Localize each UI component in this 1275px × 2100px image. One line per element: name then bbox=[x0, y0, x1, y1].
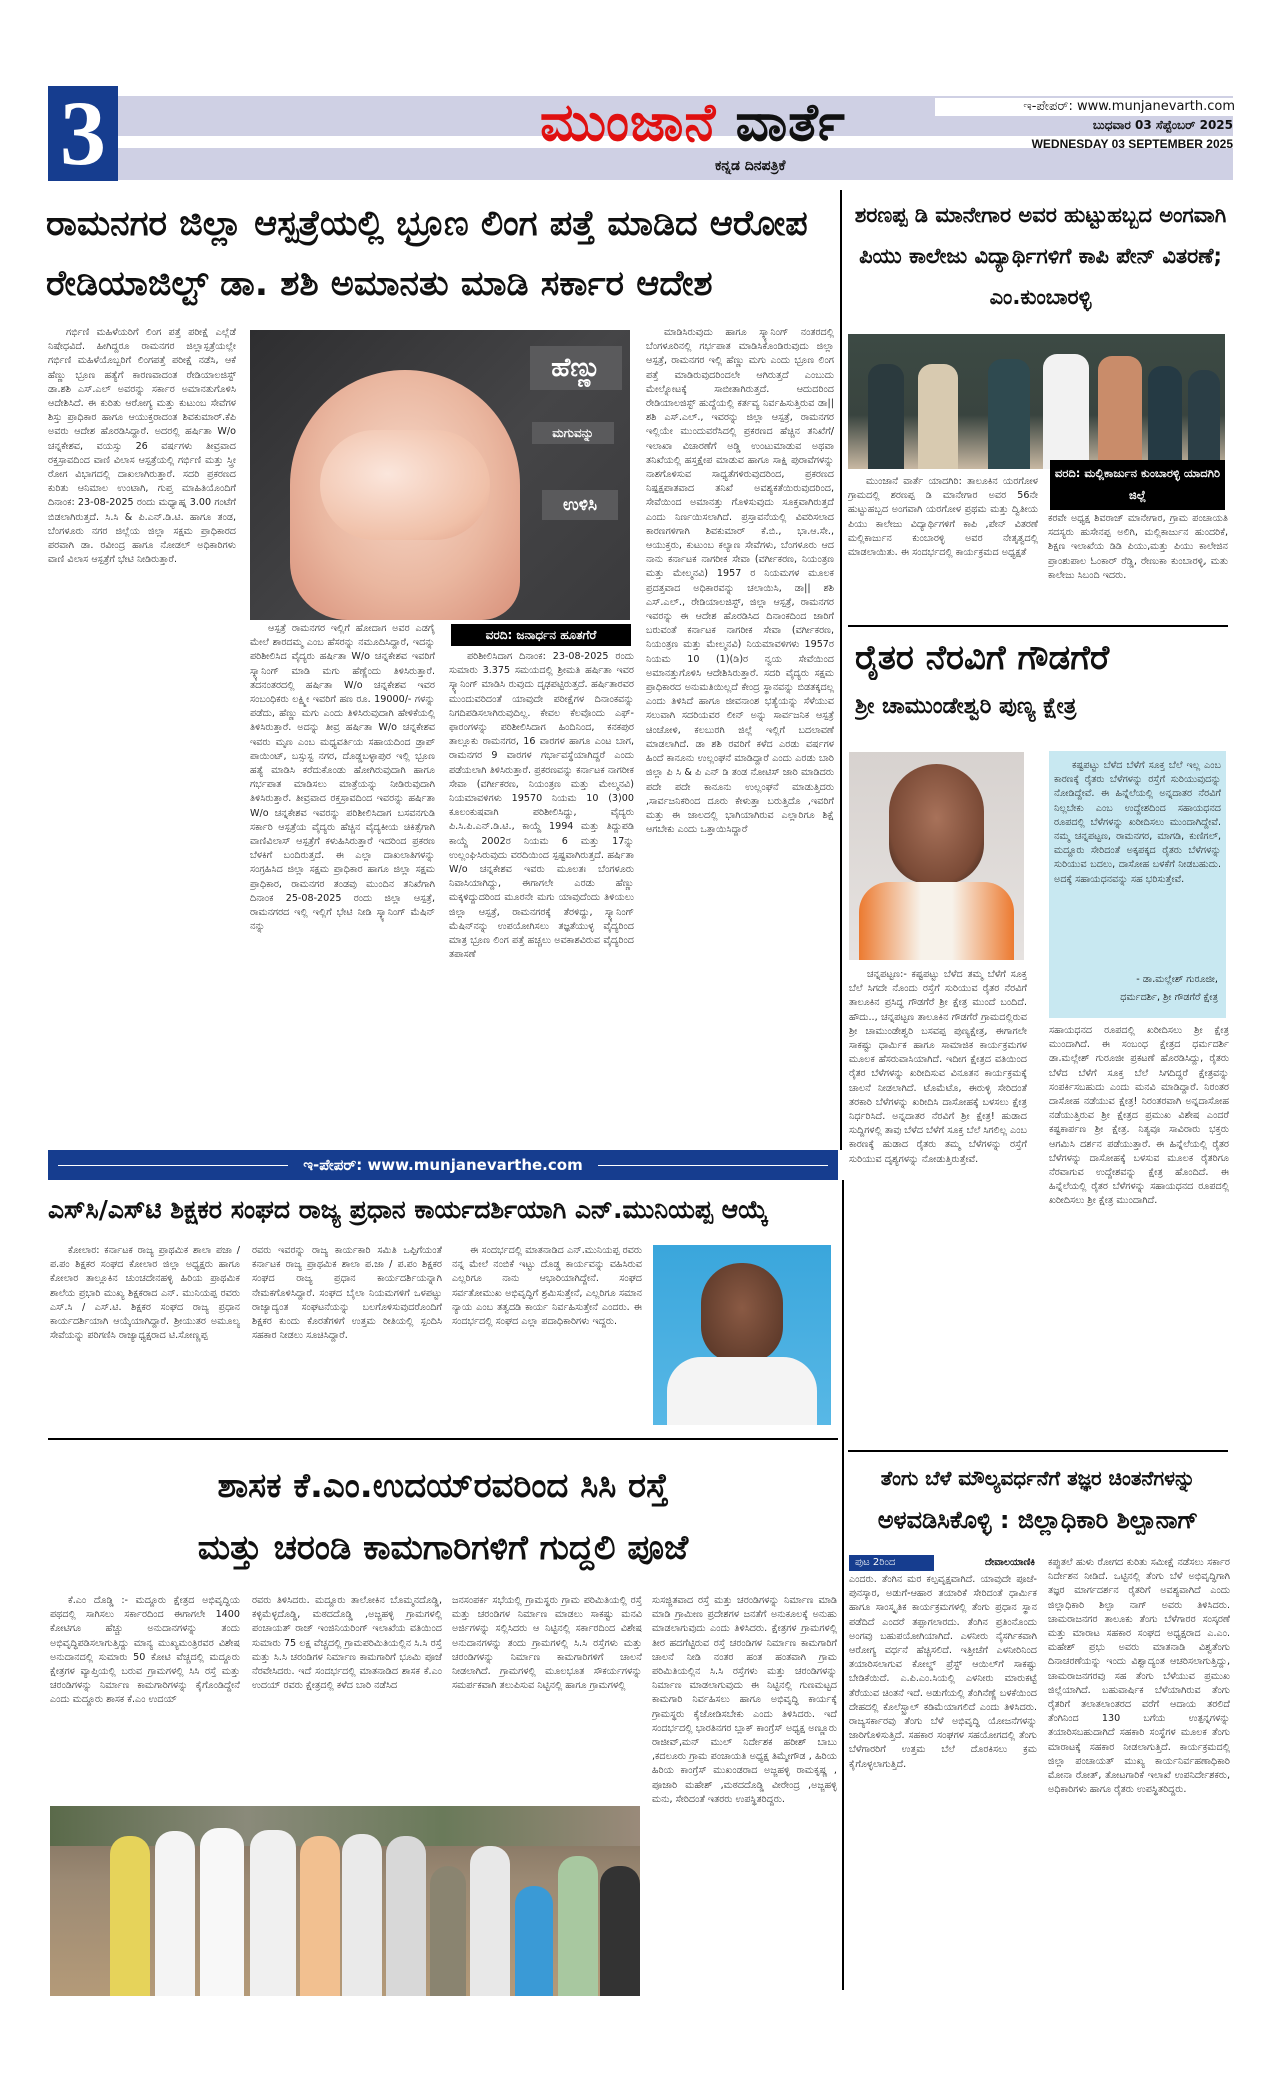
person-figure bbox=[470, 1846, 510, 1996]
banner-rule-right bbox=[598, 1165, 828, 1166]
story3-portrait bbox=[653, 1245, 831, 1425]
person-figure bbox=[868, 364, 904, 469]
page-number: 3 bbox=[48, 86, 118, 181]
banner-text[interactable]: ಇ-ಪೇಪರ್: www.munjanevarthe.com bbox=[303, 1156, 583, 1174]
person-figure bbox=[155, 1831, 195, 1996]
person-figure bbox=[200, 1828, 244, 1996]
person-figure bbox=[515, 1886, 553, 1996]
right-story2-headline2: ಶ್ರೀ ಚಾಮುಂಡೇಶ್ವರಿ ಪುಣ್ಯ ಕ್ಷೇತ್ರ bbox=[855, 694, 1077, 719]
newspaper-logo bbox=[540, 92, 846, 154]
story3-headline: ಎಸ್‌ಸಿ/ಎಸ್‌ಟಿ ಶಿಕ್ಷಕರ ಸಂಘದ ರಾಜ್ಯ ಪ್ರಧಾನ ಕಾರ್ಯದರ್ಶಿಯಾಗಿ ಎನ್.ಮುನಿಯಪ್ಪ ಆಯ್ಕೆ bbox=[48, 1195, 769, 1224]
person-figure bbox=[558, 1856, 598, 1996]
story4-col1: ಕೆ.ಎಂ ದೊಡ್ಡಿ :- ಮದ್ದೂರು ಕ್ಷೇತ್ರದ ಅಭಿವೃದ್ಧಿಯ ಪಥದಲ್ಲಿ ಸಾಗಿಸಲು ಸರ್ಕಾರದಿಂದ ಈಗಾಗಲೇ 1400 ಕೋಟಿಗೂ ಹೆಚ್ಚು ಅನುದಾನಗಳನ್ನು ತಂದು ಅಭಿವೃದ್ಧಿಪಡಿಸಲಾಗುತ್ತಿದ್ದು ಮಾನ್ಯ ಮುಖ್ಯಮಂತ್ರಿರವರ ವಿಶೇಷ ಅನುದಾನದಲ್ಲಿ ಸುಮಾರು 50 ಕೋಟಿ ವೆಚ್ಚದಲ್ಲಿ ಮದ್ದೂರು ಕ್ಷೇತ್ರಗಳ ವ್ಯಾಪ್ತಿಯಲ್ಲಿ ಬರುವ ಗ್ರಾಮಗಳಲ್ಲಿ ಸಿಸಿ ರಸ್ತೆ ಮತ್ತು ಚರಂಡಿಗಳನ್ನು ನಿರ್ಮಾಣ ಕಾಮಗಾರಿಗಳನ್ನು ಕೈಗೊಂಡಿದ್ದೇನೆ ಎಂದು ಮದ್ದೂರು ಶಾಸಕ ಕೆ.ಎಂ ಉದಯ್ bbox=[50, 1595, 240, 1706]
right-story2-portrait bbox=[849, 752, 1024, 960]
right-story1-col2: ಕರವೇ ಅಧ್ಯಕ್ಷ ಶಿವರಾಜ್ ಮಾನೇಗಾರ, ಗ್ರಾಮ ಪಂಚಾಯತಿ ಸದಸ್ಯರು ಹುಸೇನಪ್ಪ ಅಲಿಗಿ, ಮಲ್ಲಿಕಾರ್ಜುನ ಹುಂದರಿಕೆ, ಶಿಕ್ಷಣ ಇಲಾಖೆಯ ಡಿಡಿ ಪಿಯು,ಮತ್ತು ಪಿಯು ಕಾಲೇಜಿನ ಪ್ರಾಂಶುಪಾಲ ಓಂಕಾರ್ ರೆಡ್ಡಿ, ರೇಣುಕಾ ಕುಂಬಾರಳ್ಳಿ, ಮತು ಕಾಲೇಜು ಸಿಬಂದಿ ಇದರು. bbox=[1048, 513, 1228, 581]
portrait-shirt bbox=[667, 1357, 817, 1425]
right-story1-col1: ಮುಂಜಾನೆ ವಾರ್ತೆ ಯಾದಗಿರಿ: ತಾಲೂಕಿನ ಯರಗೋಳ ಗ್ರಾಮದಲ್ಲಿ ಶರಣಪ್ಪ ಡಿ ಮಾನೇಗಾರ ಅವರ 56ನೇ ಹುಟ್ಟುಹಬ್ಬದ ಅಂಗವಾಗಿ ಯರಗೋಳ ಪ್ರಥಮ ಮತ್ತು ದ್ವಿತೀಯ ಪಿಯು ಕಾಲೇಜು ವಿದ್ಯಾರ್ಥಿಗಳಿಗೆ ಕಾಪಿ ,ಪೇನ್ ವಿತರಣೆ ಮಲ್ಲಿಕಾರ್ಜುನ ಕುಂಬಾರಳ್ಳಿ ಅವರ ನೇತೃತ್ವದಲ್ಲಿ ಮಾಡಲಾಯಿತು. ಈ ಸಂದರ್ಭದಲ್ಲಿ ಕಾರ್ಯಕ್ರಮದ ಅಧ್ಯಕ್ಷತೆ bbox=[848, 476, 1038, 559]
quote-attribution-name: - ಡಾ.ಮಲ್ಲೇಶ್ ಗುರೂಜೀ, bbox=[1136, 974, 1218, 985]
person-figure bbox=[250, 1830, 296, 1996]
right-story1-headline: ಶರಣಪ್ಪ ಡಿ ಮಾನೇಗಾರ ಅವರ ಹುಟ್ಟುಹಬ್ಬದ ಅಂಗವಾಗಿ ಪಿಯು ಕಾಲೇಜು ವಿದ್ಯಾರ್ಥಿಗಳಿಗೆ ಕಾಪಿ ಪೇನ್ ವಿತರಣೆ; ಎಂ.ಕುಂಬಾರಳ್ಳಿ bbox=[854, 203, 1227, 309]
story3-col2: ರವರು ಇವರನ್ನು ರಾಜ್ಯ ಕಾರ್ಯಕಾರಿ ಸಮಿತಿ ಒಪ್ಪಿಗೆಯಂತೆ ಕರ್ನಾಟಕ ರಾಜ್ಯ ಪ್ರಾಥಮಿಕ ಶಾಲಾ ಪ.ಜಾ / ಪ.ಪಂ ಶಿಕ್ಷಕರ ಸಂಘದ ರಾಜ್ಯ ಪ್ರಧಾನ ಕಾರ್ಯದರ್ಶಿಯನ್ನಾಗಿ ನೇಮಕಗೊಳಿಸಿದ್ದಾರೆ. ಸಂಘದ ಬೈಲಾ ನಿಯಮಗಳಿಗೆ ಒಳಪಟ್ಟು ರಾಜ್ಯಾದ್ಯಂತ ಸಂಘಟನೆಯನ್ನು ಬಲಗೊಳಿಸುವುದರೊಂದಿಗೆ ಶಿಕ್ಷಕರ ಕುಂದು ಕೊರತೆಗಳಿಗೆ ಉತ್ತಮ ರೀತಿಯಲ್ಲಿ ಸ್ಪಂದಿಸಿ ಸಹಕಾರ ನೀಡಲು ಸೂಚಿಸಿದ್ದಾರೆ. bbox=[252, 1245, 442, 1342]
right-story2-headline1: ರೈತರ ನೆರವಿಗೆ ಗೌಡಗೆರೆ bbox=[855, 638, 1110, 678]
lead-story-col3: ಪರಿಶೀಲಿಸಿದಾಗ ದಿನಾಂಕ: 23-08-2025 ರಂದು ಸುಮಾರು 3.375 ಸಮಯದಲ್ಲಿ ಶ್ರೀಮತಿ ಹರ್ಷಿತಾ ಇವರ ಸ್ಕ್ಯಾನಿಂಗ್ ಮಾಡಿಸಿ ರುವುದು ದೃಢಪಟ್ಟಿರುತ್ತದೆ. ಹರ್ಷಿತಾರವರ ಮುಂದುವರಿದಂತೆ ಯಾವುದೇ ಪರೀಕ್ಷೆಗಳ ದಿನಾಂಕವನ್ನು ನಿಗದಿಪಡಿಸಲಾಗಿರುವುದಿಲ್ಲ. ಕೇವಲ ಕೆಲವೊಂದು ಎಫ್-ಫಾರಂಗಳನ್ನು ಪರಿಶೀಲಿಸಿದಾಗ ಹಿಂದಿನಿಂದ, ಕನಕಪುರ ತಾಲ್ಲೂಕು ರಾಮನಗರ, 16 ವಾರಗಳ ಹಾಗೂ ಎಂಟ ಬಾಗ, ರಾಮನಗರ 9 ವಾರಗಳ ಗರ್ಭಾವಸ್ಥೆಯಾಗಿದ್ದರೆ ಎಂದು ಪಡೆಯಲಾಗಿ ತಿಳಿಸಿರುತ್ತಾರೆ. ಪ್ರಕರಣವನ್ನು ಕರ್ನಾಟಕ ನಾಗರೀಕ ಸೇವಾ (ವರ್ಗೀಕರಣ, ನಿಯಂತ್ರಣ ಮತ್ತು ಮೇಲ್ಮನವಿ) ನಿಯಮಾವಳಿಗಳು 19570 ನಿಯಮ 10 (3)00 ಕೂಲಂಕುಷವಾಗಿ ಪರಿಶೀಲಿಸಿದ್ದು, ವೈದ್ಯರು ಪಿ.ಸಿ.ಪಿ.ಎನ್.ಡಿ.ಟಿ., ಕಾಯ್ದೆ 1994 ಮತ್ತು ತಿದ್ದುಪಡಿ ಕಾಯ್ದೆ 2002ರ ನಿಯಮ 6 ಮತ್ತು 17ನ್ನು ಉಲ್ಲಂಘಿಸಿರುವುದು ವರದಿಯಿಂದ ಸ್ಪಷ್ಟವಾಗಿರುತ್ತದೆ. ಹರ್ಷಿತಾ W/o ಚನ್ನಕೇಶವ ಇವರು ಮೂಲತಃ ಬೆಂಗಳೂರು ನಿವಾಸಿಯಾಗಿದ್ದು, ಈಗಾಗಲೇ ಎರಡು ಹೆಣ್ಣು ಮಕ್ಕಳಿದ್ದುದರಿಂದ ಮೂರನೇ ಮಗು ಯಾವುದೆಂದು ತಿಳಿಯಲು ಜಿಲ್ಲಾ ಆಸ್ಪತ್ರೆ, ರಾಮನಗರಕ್ಕೆ ತೆರಳಿದ್ದು, ಸ್ಕ್ಯಾನಿಂಗ್ ಮೆಷಿನ್‌ನನ್ನು ಉಪಯೋಗಿಸಲು ತಜ್ಞತೆಯುಳ್ಳ ವೈದ್ಯರಿಂದ ಮಾತ್ರ ಭ್ರೂಣ ಲಿಂಗ ಪತ್ತೆ ಹಚ್ಚಲು ಅವಕಾಶವಿರುವ ವೈದ್ಯರಿಂದ ತಪಾಸಣೆ bbox=[449, 651, 634, 961]
story4-col2: ರವರು ತಿಳಿಸಿದರು. ಮದ್ದೂರು ತಾಲೋಕಿನ ಬೊಮ್ಮನದೊಡ್ಡಿ, ಕಳ್ಳಿಮೆಳ್ಳದೊಡ್ಡಿ, ಮಠದದೊಡ್ಡಿ ,ಅಜ್ಜಹಳ್ಳಿ ಗ್ರಾಮಗಳಲ್ಲಿ ಪಂಚಾಯತ್ ರಾಜ್ ಇಂಜಿನಿಯರಿಂಗ್ ಇಲಾಖೆಯ ವತಿಯಿಂದ ಸುಮಾರು 75 ಲಕ್ಷ ವೆಚ್ಚದಲ್ಲಿ ಗ್ರಾಮಪರಿಮಿತಿಯಲ್ಲಿನ ಸಿ.ಸಿ ರಸ್ತೆ ಮತ್ತು ಸಿ.ಸಿ ಚರಂಡಿಗಳ ನಿರ್ಮಾಣ ಕಾಮಗಾರಿಗೆ ಭೂಮಿ ಪೂಜೆ ನೆರವೇಸಿದರು. ಇದೆ ಸಂದರ್ಭದಲ್ಲಿ ಮಾತನಾಡಿದ ಶಾಸಕ ಕೆ.ಎಂ ಉದಯ್ ರವರು ಕ್ಷೇತ್ರದಲ್ಲಿ ಕಳೆದ ಬಾರಿ ನಡೆಸಿದ bbox=[252, 1595, 442, 1692]
lead-story-col1: ಗರ್ಭಿಣಿ ಮಹಿಳೆಯರಿಗೆ ಲಿಂಗ ಪತ್ತೆ ಪರೀಕ್ಷೆ ಎಲ್ಲೆಡೆ ನಿಷೇಧವಿದೆ. ಹೀಗಿದ್ದರೂ ರಾಮನಗರ ಜಿಲ್ಲಾಸ್ಪತ್ರೆಯಲ್ಲೇ ಗರ್ಭಿಣಿ ಮಹಿಳೆಯೊಬ್ಬರಿಗೆ ಲಿಂಗಪತ್ತೆ ಪರೀಕ್ಷೆ ನಡೆಸಿ, ಆಕೆ ಹೆಣ್ಣು ಭ್ರೂಣ ಹತ್ಯೆಗೆ ಕಾರಣವಾದಂತ ರೇಡಿಯಾಲಜಿಸ್ಟ್ ಡಾ.ಶಶಿ ಎಸ್.ಎಲ್ ಅವರನ್ನು ಸರ್ಕಾರ ಅಮಾನತುಗೊಳಿಸಿ ಆದೇಶಿಸಿದೆ. ಈ ಕುರಿತು ಆರೋಗ್ಯ ಮತ್ತು ಕುಟುಂಬ ಸೇವೆಗಳ ಶಿಸ್ತು ಪ್ರಾಧಿಕಾರ ಹಾಗೂ ಆಯುಕ್ತರಾದಂತ ಶಿವಕುಮಾರ್.ಕೆಪಿ ಅವರು ಆದೇಶ ಹೊರಡಿಸಿದ್ದಾರೆ. ಅದರಲ್ಲಿ ಹರ್ಷಿತಾ W/o ಚನ್ನಕೇಶವ, ವಯಸ್ಸು 26 ವರ್ಷಗಳು ತೀವ್ರವಾದ ರಕ್ತಸ್ರಾವದಿಂದ ವಾಣಿ ವಿಲಾಸ ಆಸ್ಪತ್ರೆಯಲ್ಲಿ ಗರ್ಭಿಣಿ ಮತ್ತು ಸ್ತ್ರೀ ರೋಗ ವಿಭಾಗದಲ್ಲಿ ದಾಖಲಾಗಿರುತ್ತಾರೆ. ಸದರಿ ಪ್ರಕರಣದ ಕುರಿತು ಆನಿಮಾಲ ಉಂಟಾಗಿ, ಗುಪ್ತ ಮಾಹಿತಿಯೊಂದಿಗೆ ದಿನಾಂಕ: 23-08-2025 ರಂದು ಮಧ್ಯಾಹ್ನ 3.00 ಗಂಟೆಗೆ ಬಿಡಲಾಗಿರುತ್ತದೆ. ಸಿ.ಸಿ & ಪಿ.ಎನ್.ಡಿ.ಟಿ. ಹಾಗೂ ತಂಡ, ಬೆಂಗಳೂರು ನಗರ ಜಿಲ್ಲೆಯ ಜಿಲ್ಲಾ ಸಕ್ಷಮ ಪ್ರಾಧಿಕಾರದ ಪರವಾಗಿ ಡಾ. ರವೀಂದ್ರ ಹಾಗೂ ನೋಡಲ್ ಅಧಿಕಾರಿಗಳು ವಾಣಿ ವಿಲಾಸ ಆಸ್ಪತ್ರೆಗೆ ಭೇಟಿ ನೀಡಿರುತ್ತಾರೆ. bbox=[48, 327, 236, 566]
lead-headline-line1: ರಾಮನಗರ ಜಿಲ್ಲಾ ಆಸ್ಪತ್ರೆಯಲ್ಲಿ ಭ್ರೂಣ ಲಿಂಗ ಪತ್ತೆ ಮಾಡಿದ ಆರೋಪ bbox=[46, 204, 808, 244]
epaper-banner bbox=[48, 1150, 838, 1180]
story4-headline2: ಮತ್ತು ಚರಂಡಿ ಕಾಮಗಾರಿಗಳಿಗೆ ಗುದ್ದಲಿ ಪೂಜೆ bbox=[197, 1528, 689, 1568]
lead-story-col4: ಮಾಡಿಸಿರುವುದು ಹಾಗೂ ಸ್ಕ್ಯಾನಿಂಗ್ ನಂತರದಲ್ಲಿ ಬೆಂಗಳೂರಿನಲ್ಲಿ ಗರ್ಭಪಾತ ಮಾಡಿಸಿಕೊಂಡಿರುವುದು ಜಿಲ್ಲಾ ಆಸ್ಪತ್ರೆ, ರಾಮನಗರ ಇಲ್ಲಿ ಹೆಣ್ಣು ಮಗು ಎಂದು ಭ್ರೂಣ ಲಿಂಗ ಪತ್ತೆ ಮಾಡಿರುವುದರಿಂದಲೇ ಆಗಿರುತ್ತದೆ ಎಂಬುದು ಮೇಲ್ನೋಟಕ್ಕೆ ಸಾಬೀತಾಗಿರುತ್ತದೆ. ಆದುದರಿಂದ ರೇಡಿಯಾಲಜಿಸ್ಟ್ ಹುದ್ದೆಯಲ್ಲಿ ಕರ್ತವ್ಯ ನಿರ್ವಹಿಸುತ್ತಿರುವ ಡಾ|| ಶಶಿ ಎಸ್.ಎಲ್., ಇವರನ್ನು ಜಿಲ್ಲಾ ಆಸ್ಪತ್ರೆ, ರಾಮನಗರ ಇಲ್ಲಿಯೇ ಮುಂದುವರೆಸಿದಲ್ಲಿ ಪ್ರಕರಣದ ಹೆಚ್ಚಿನ ತನಿಖೆಗೆ/ಇಲಾಖಾ ವಿಚಾರಣೆಗೆ ಅಡ್ಡಿ ಉಂಟುಮಾಡುವ ಅಥವಾ ತನಿಖೆಯಲ್ಲಿ ಹಸ್ತಕ್ಷೇಪ ಮಾಡುವ ಹಾಗೂ ಸಾಕ್ಷಿ ಪುರಾವೆಗಳನ್ನು ನಾಶಗೊಳಿಸುವ ಸಾಧ್ಯತೆಗಳಿರುವುದರಿಂದ, ಪ್ರಕರಣದ ನಿಷ್ಪಕ್ಷಪಾತವಾದ ತನಿಖೆ ಅವಶ್ಯಕತೆಯಿರುವುದರಿಂದ, ಸೇವೆಯಿಂದ ಅಮಾನತ್ತು ಗೊಳಿಸುವುದು ಸೂಕ್ತವಾಗಿರುತ್ತದೆ ಎಂದು ನಿರ್ಣಯಿಸಲಾಗಿದೆ. ಪ್ರಸ್ತಾವನೆಯಲ್ಲಿ ವಿವರಿಸಲಾದ ಕಾರಣಗಳಿಗಾಗಿ ಶಿವಕುಮಾರ್ ಕೆ.ಬಿ., ಭಾ.ಆ.ಸೇ., ಆಯುಕ್ತರು, ಕುಟುಂಬ ಕಲ್ಯಾಣ ಸೇವೆಗಳು, ಬೆಂಗಳೂರು ಆದ ನಾನು ಕರ್ನಾಟಕ ನಾಗರೀಕ ಸೇವಾ (ವರ್ಗೀಕರಣ, ನಿಯಂತ್ರಣ ಮತ್ತು ಮೇಲ್ಮನವಿ) 1957 ರ ನಿಯಮಗಳ ಮೂಲಕ ಪ್ರದತ್ತವಾದ ಅಧಿಕಾರವನ್ನು ಚಲಾಯಿಸಿ, ಡಾ|| ಶಶಿ ಎಸ್.ಎಲ್., ರೇಡಿಯಾಲಜಿಸ್ಟ್, ಜಿಲ್ಲಾ ಆಸ್ಪತ್ರೆ, ರಾಮನಗರ ಇವರನ್ನು ಈ ಆದೇಶ ಹೊರಡಿಸಿದ ದಿನಾಂಕದಿಂದ ಜಾರಿಗೆ ಬರುವಂತೆ ಕರ್ನಾಟಕ ನಾಗರೀಕ ಸೇವಾ (ವರ್ಗೀಕರಣ, ನಿಯಂತ್ರಣ ಮತ್ತು ಮೇಲ್ಮನವಿ) ನಿಯಮಾವಳಿಗಳು 1957ರ ನಿಯಮ 10 (1)(ಡಿ)ರ ನ್ವಯ ಸೇವೆಯಿಂದ ಅಮಾನತ್ತುಗೊಳಿಸಿ ಆದೇಶಿಸಿರುತ್ತಾರೆ. ಸದರಿ ವೈದ್ಯರು ಸಕ್ಷಮ ಪ್ರಾಧಿಕಾರದ ಅನುಮತಿಯಿಲ್ಲದೆ ಕೇಂದ್ರ ಸ್ಥಾನವನ್ನು ಬಿಡತಕ್ಕದಲ್ಲ ಎಂದು ತಿಳಿಸಿದೆ ಹಾಗೂ ಜೀವನಾಂಶ ಭತ್ಯೆಯನ್ನು ಸೆಳೆಯುವ ಸಲುವಾಗಿ ಸದರಿಯವರ ಲೀನ್ ಅನ್ನು ಸಾರ್ವಜನಿಕ ಆಸ್ಪತ್ರೆ ಚಿಂಚೋಳಿ, ಕಲಬುರಗಿ ಜಿಲ್ಲೆ ಇಲ್ಲಿಗೆ ಬದಲಾವಣೆ ಮಾಡಲಾಗಿದೆ. ಡಾ ಶಶಿ ರವರಿಗೆ ಕಳೆದ ಎರಡು ವರ್ಷಗಳ ಹಿಂದೆ ಕಾನೂನು ಉಲ್ಲಂಘನೆ ಮಾಡಿದ್ದಾರೆ ಎಂದು ಎರಡು ಬಾರಿ ಜಿಲ್ಲಾ ಪಿ ಸಿ & ಪಿ ಎನ್ ಡಿ ತಂಡ ನೋಟಿಸ್ ಜಾರಿ ಮಾಡಿದರು ಪದೇ ಪದೇ ಕಾನೂನು ಉಲ್ಲಂಘನೆ ಮಾಡುತ್ತಿದರು ,ಸಾರ್ವಜನಿಕರಿಂದ ದೂರು ಕೇಳುತ್ತಾ ಬರುತ್ತಿದೊ ,ಇವರಿಗೆ ಮತ್ತು ಈ ಜಾಲದಲ್ಲಿ ಭಾಗಿಯಾಗಿರುವ ಎಲ್ಲಾರಿಗೂ ಶಿಕ್ಷೆ ಆಗಬೇಕು ಎಂದು ಒತ್ತಾಯಿಸಿದ್ದಾರೆ bbox=[646, 327, 834, 836]
image-word-1: ಹೆಣ್ಣು bbox=[530, 346, 622, 390]
lead-credit: ವರದಿ: ಜನಾರ್ಧನ ಹೂತಗೆರೆ bbox=[451, 624, 631, 646]
person-figure bbox=[1188, 370, 1220, 469]
story4-photo bbox=[50, 1806, 640, 1996]
section-divider bbox=[48, 1438, 838, 1440]
portrait-face bbox=[701, 1263, 783, 1363]
person-figure bbox=[988, 359, 1030, 469]
person-figure bbox=[110, 1836, 150, 1996]
lead-photo bbox=[250, 330, 630, 620]
tagline: ಕನ್ನಡ ದಿನಪತ್ರಿಕೆ bbox=[715, 158, 786, 174]
portrait-face bbox=[889, 764, 984, 884]
lead-headline-line2: ರೇಡಿಯಾಜಿಲ್ಟ್ ಡಾ. ಶಶಿ ಅಮಾನತು ಮಾಡಿ ಸರ್ಕಾರ ಆದೇಶ bbox=[46, 264, 713, 304]
quote-attribution-title: ಧರ್ಮದರ್ಶಿ, ಶ್ರೀ ಗೌಡಗೆರೆ ಕ್ಷೇತ್ರ bbox=[1120, 992, 1218, 1003]
logo-part1: ಮುಂಜಾನೆ bbox=[540, 93, 717, 153]
column-divider bbox=[840, 190, 842, 1150]
epaper-link[interactable]: ಇ-ಪೇಪರ್: www.munjanevarth.com bbox=[935, 98, 1235, 116]
story4-col3: ಜನಸಂಪರ್ಕ ಸಭೆಯಲ್ಲಿ ಗ್ರಾಮಸ್ಥರು ಗ್ರಾಮ ಪರಿಮಿತಿಯಲ್ಲಿ ರಸ್ತೆ ಮತ್ತು ಚರಂಡಿಗಳ ನಿರ್ಮಾಣ ಮಾಡಲು ಸಾಕಷ್ಟು ಮನವಿ ಅರ್ಜಿಗಳನ್ನು ಸಲ್ಲಿಸಿದರು ಆ ನಿಟ್ಟಿನಲ್ಲಿ ಸರ್ಕಾರದಿಂದ ವಿಶೇಷ ಅನುದಾನಗಳನ್ನು ತಂದು ಗ್ರಾಮಗಳಲ್ಲಿ ಸಿ.ಸಿ ರಸ್ತೆಗಳು ಮತ್ತು ಚರಂಡಿಗಳನ್ನು ನಿರ್ಮಾಣ ಕಾಮಗಾರಿಗಳಿಗೆ ಚಾಲನೆ ನೀಡಲಾಗಿದೆ. ಗ್ರಾಮಗಳಲ್ಲಿ ಮೂಲಭೂತ ಸೌಕರ್ಯಗಳನ್ನು ಸಮರ್ಪಕವಾಗಿ ತಲುಪಿಸುವ ನಿಟ್ಟಿನಲ್ಲಿ ಹಾಗೂ ಗ್ರಾಮಗಳಲ್ಲಿ bbox=[452, 1595, 642, 1692]
quote-text: ಕಷ್ಟಪಟ್ಟು ಬೆಳೆದ ಬೆಳೆಗೆ ಸೂಕ್ತ ಬೆಲೆ ಇಲ್ಲ ಎಂಬ ಕಾರಣಕ್ಕೆ ರೈತರು ಬೆಳೆಗಳನ್ನು ರಸ್ತೆಗೆ ಸುರಿಯುವುದನ್ನು ನೋಡಿದ್ದೇವೆ. ಈ ಹಿನ್ನೆಲೆಯಲ್ಲಿ ಅನ್ನದಾತರ ನೆರವಿಗೆ ನಿಲ್ಲಬೇಕು ಎಂಬ ಉದ್ದೇಶದಿಂದ ಸಹಾಯಧನದ ರೂಪದಲ್ಲಿ ಬೆಳೆಗಳನ್ನು ಖರೀದಿಸಲು ಮುಂದಾಗಿದ್ದೇವೆ. ನಮ್ಮ ಚನ್ನಪಟ್ಟಣ, ರಾಮನಗರ, ಮಾಗಡಿ, ಕುಣಿಗಲ್, ಮದ್ದೂರು ಸೇರಿದಂತೆ ಅಕ್ಕಪಕ್ಕದ ರೈತರು ಬೆಳೆಗಳನ್ನು ಸುರಿಯುವ ಬದಲು, ದಾಸೋಹ ಬಳಕೆಗೆ ನೀಡಬಹುದು. ಅದಕ್ಕೆ ಸಹಾಯಧನವನ್ನು ಸಹ ಭರಿಸುತ್ತೇವೆ. bbox=[1054, 760, 1221, 885]
column-divider bbox=[842, 1180, 844, 1990]
person-figure bbox=[1148, 366, 1182, 469]
logo-part2: ವಾರ್ತೆ bbox=[735, 93, 846, 153]
section-divider bbox=[848, 1450, 1228, 1452]
person-figure bbox=[918, 364, 958, 469]
image-word-2: ಮಗುವನ್ನು bbox=[532, 422, 614, 444]
person-figure bbox=[1043, 354, 1089, 469]
story4-col4: ಸುಸಜ್ಜಿತವಾದ ರಸ್ತೆ ಮತ್ತು ಚರಂಡಿಗಳನ್ನು ನಿರ್ಮಾಣ ಮಾಡಿ ಮಾಡಿ ಗ್ರಾಮೀಣ ಪ್ರದೇಶಗಳ ಜನತೆಗೆ ಅನುಕೂಲಕ್ಕೆ ಅನುಹು ಮಾಡಲಾಗುವುದು ಎಂದು ತಿಳಿಸಿದರು. ಕ್ಷೇತ್ರಗಳ ಗ್ರಾಮಗಳಲ್ಲಿ ತೀರ ಹದಗೆಟ್ಟಿರುವ ರಸ್ತೆ ಚರಂಡಿಗಳ ನಿರ್ಮಾಣ ಕಾಮಗಾರಿಗೆ ಚಾಲನೆ ನೀಡಿ ನಂತರ ಹಂತ ಹಂತವಾಗಿ ಗ್ರಾಮ ಪರಿಮಿತಿಯಲ್ಲಿನ ಸಿ.ಸಿ ರಸ್ತೆಗಳು ಮತ್ತು ಚರಂಡಿಗಳನ್ನು ನಿರ್ಮಾಣ ಮಾಡಲಾಗುವುದು ಈ ನಿಟ್ಟಿನಲ್ಲಿ ಗುಣಮಟ್ಟದ ಕಾಮಗಾರಿ ನಿರ್ವಹಿಸಲು ಹಾಗೂ ಅಭಿವೃದ್ಧಿ ಕಾರ್ಯಕ್ಕೆ ಗ್ರಾಮಸ್ಥರು ಕೈಜೋಡಿಸಬೇಕು ಎಂದು ತಿಳಿಸಿದರು. ಇದೆ ಸಂದರ್ಭದಲ್ಲಿ ಭಾರತಿನಗರ ಬ್ಲಾಕ್ ಕಾಂಗ್ರೆಸ್ ಅಧ್ಯಕ್ಷ ಅಣ್ಣೂರು ರಾಜೀವ್,ಮನ್ ಮುಲ್ ನಿರ್ದೇಶಕ ಹರೀಶ್ ಬಾಬು ,ಕದಲೂರು ಗ್ರಾಮ ಪಂಚಾಯತಿ ಅಧ್ಯಕ್ಷ ತಿಮ್ಮೇಗೌಡ , ಹಿರಿಯ ಹಿರಿಯ ಕಾಂಗ್ರೆಸ್ ಮುಖಂಡರಾದ ಅಜ್ಜಹಳ್ಳಿ ರಾಮಕೃಷ್ಣ , ಪೂಜಾರಿ ಮಹೇಶ್ ,ಮಠದದೊಡ್ಡಿ ವೀರೇಂದ್ರ ,ಅಜ್ಜಹಳ್ಳಿ ಮನು, ಸೇರಿದಂತೆ ಇತರರು ಉಪಸ್ಥಿತರಿದ್ದರು. bbox=[652, 1595, 837, 1805]
right-story1-photo bbox=[848, 334, 1225, 469]
masthead-gap bbox=[118, 140, 538, 148]
image-word-3: ಉಳಿಸಿ bbox=[542, 490, 618, 520]
quote-box bbox=[1049, 751, 1226, 1018]
date-kannada: ಬುಧವಾರ 03 ಸೆಪ್ಟೆಂಬರ್ 2025 bbox=[1092, 118, 1233, 132]
right-story2-col1: ಚನ್ನಪಟ್ಟಣ:- ಕಷ್ಟಪಟ್ಟು ಬೆಳೆದ ತಮ್ಮ ಬೆಳೆಗೆ ಸೂಕ್ತ ಬೆಲೆ ಸಿಗದೇ ನೊಂದು ರಸ್ತೆಗೆ ಸುರಿಯುವ ರೈತರ ನೆರವಿಗೆ ತಾಲೂಕಿನ ಪ್ರಸಿದ್ಧ ಗೌಡಗೆರೆ ಶ್ರೀ ಕ್ಷೇತ್ರ ಮುಂದೆ ಬಂದಿದೆ. ಹೌದು.., ಚನ್ನಪಟ್ಟಣ ತಾಲೂಕಿನ ಗೌಡಗೆರೆ ಗ್ರಾಮದಲ್ಲಿರುವ ಶ್ರೀ ಚಾಮುಂಡೇಶ್ವರಿ ಬಸವಪ್ಪ ಪುಣ್ಯಕ್ಷೇತ್ರ, ಈಗಾಗಲೇ ಸಾಕಷ್ಟು ಧಾರ್ಮಿಕ ಹಾಗೂ ಸಾಮಾಜಿಕ ಕಾರ್ಯಕ್ರಮಗಳ ಮೂಲಕ ಹೆಸರುವಾಸಿಯಾಗಿದೆ. ಇದೀಗ ಕ್ಷೇತ್ರದ ವತಿಯಿಂದ ರೈತರ ಬೆಳೆಗಳನ್ನು ಖರೀದಿಸುವ ವಿನೂತನ ಕಾರ್ಯಕ್ರಮಕ್ಕೆ ಚಾಲನೆ ನೀಡಲಾಗಿದೆ. ಟೊಮೆಟೊ, ಈರುಳ್ಳಿ ಸೇರಿದಂತೆ ತರಕಾರಿ ಬೆಳೆಗಳನ್ನು ಖರೀದಿಸಿ ದಾಸೋಹಕ್ಕೆ ಬಳಸಲು ಕ್ಷೇತ್ರ ನಿರ್ಧರಿಸಿದೆ. ಅನ್ನದಾತರ ನೆರವಿಗೆ ಶ್ರೀ ಕ್ಷೇತ್ರ! ಹುಡಾದ ಸುದ್ದಿಗಳಲ್ಲಿ ತಾವು ಬೆಳೆದ ಬೆಳೆಗೆ ಸೂಕ್ತ ಬೆಲೆ ಸಿಗಲಿಲ್ಲ ಎಂಬ ಕಾರಣಕ್ಕೆ ಹುಡಾದ ರೈತರು ತಮ್ಮ ಬೆಳೆಗಳನ್ನು ರಸ್ತೆಗೆ ಸುರಿಯುವ ದೃಶ್ಯಗಳನ್ನು ನೋಡುತ್ತಿರುತ್ತೇವೆ. bbox=[849, 969, 1027, 1165]
portrait-shoulders bbox=[859, 882, 1014, 960]
right-story1-credit: ವರದಿ: ಮಲ್ಲಿಕಾರ್ಜುನ ಕುಂಬಾರಳ್ಳಿ ಯಾದಗಿರಿ ಜಿಲ್ಲೆ bbox=[1050, 460, 1225, 510]
person-figure bbox=[300, 1836, 340, 1996]
story3-col1: ಕೋಲಾರ: ಕರ್ನಾಟಕ ರಾಜ್ಯ ಪ್ರಾಥಮಿಕ ಶಾಲಾ ಪಜಾ / ಪ.ಪಂ ಶಿಕ್ಷಕರ ಸಂಘದ ಕೋಲಾರ ಜಿಲ್ಲಾ ಅಧ್ಯಕ್ಷರು ಹಾಗೂ ಕೋಲಾರ ತಾಲ್ಲೂಕಿನ ಚುಂಚದೇನಹಳ್ಳಿ ಹಿರಿಯ ಪ್ರಾಥಮಿಕ ಶಾಲೆಯ ಪ್ರಭಾರಿ ಮುಖ್ಯ ಶಿಕ್ಷಕರಾದ ಎನ್. ಮುನಿಯಪ್ಪ ರವರು ಎಸ್.ಸಿ / ಎಸ್.ಟಿ. ಶಿಕ್ಷಕರ ಸಂಘದ ರಾಜ್ಯ ಪ್ರಧಾನ ಕಾರ್ಯದರ್ಶಿಯಾಗಿ ಆಯ್ಕೆಯಾಗಿದ್ದಾರೆ. ಶ್ರೀಯುತರ ಅಮೂಲ್ಯ ಸೇವೆಯನ್ನು ಪರಿಗಣಿಸಿ ರಾಜ್ಯಾಧ್ಯಕ್ಷರಾದ ಟಿ.ಸೋಣ್ಣಪ್ಪ bbox=[50, 1245, 240, 1342]
person-figure bbox=[1098, 356, 1142, 469]
story5-headline1: ತೆಂಗು ಬೆಳೆ ಮೌಲ್ಯವರ್ಧನೆಗೆ ತಜ್ಞರ ಚಿಂತನೆಗಳನ್ನು bbox=[880, 1466, 1196, 1490]
right-story2-col2: ಸಹಾಯಧನದ ರೂಪದಲ್ಲಿ ಖರೀದಿಸಲು ಶ್ರೀ ಕ್ಷೇತ್ರ ಮುಂದಾಗಿದೆ. ಈ ಸಂಬಂಧ ಕ್ಷೇತ್ರದ ಧರ್ಮದರ್ಶಿ ಡಾ.ಮಲ್ಲೇಶ್ ಗುರೂಜೀ ಪ್ರಕಟಣೆ ಹೊರಡಿಸಿದ್ದು, ರೈತರು ಬೆಳೆದ ಬೆಳೆಗೆ ಸೂಕ್ತ ಬೆಲೆ ಸಿಗದಿದ್ದರೆ ಕ್ಷೇತ್ರವನ್ನು ಸಂಪರ್ಕಿಸಬಹುದು ಎಂದು ಮನವಿ ಮಾಡಿದ್ದಾರೆ. ನಿರಂತರ ದಾಸೋಹ ನಡೆಯುವ ಕ್ಷೇತ್ರ! ನಿರಂತರವಾಗಿ ಅನ್ನದಾಸೋಹ ನಡೆಯುತ್ತಿರುವ ಶ್ರೀ ಕ್ಷೇತ್ರದ ಪ್ರಮುಖ ವಿಶೇಷ ಎಂದರೆ ಕಷ್ಟಕಾರ್ಪಣ ಶ್ರೀ ಕ್ಷೇತ್ರ. ನಿತ್ಯವೂ ಸಾವಿರಾರು ಭಕ್ತರು ಆಗಮಿಸಿ ದರ್ಶನ ಪಡೆಯುತ್ತಾರೆ. ಈ ಹಿನ್ನೆಲೆಯಲ್ಲಿ ರೈತರ ಬೆಳೆಗಳನ್ನು ದಾಸೋಹಕ್ಕೆ ಬಳಸುವ ಮೂಲಕ ರೈತರಿಗೂ ನೆರವಾಗುವ ಉದ್ದೇಶವನ್ನು ಕ್ಷೇತ್ರ ಹೊಂದಿದೆ. ಈ ಹಿನ್ನೆಲೆಯಲ್ಲಿ ರೈತರ ಬೆಳೆಗಳನ್ನು ಸಹಾಯಧನದ ರೂಪದಲ್ಲಿ ಖರೀದಿಸಲು ಶ್ರೀ ಕ್ಷೇತ್ರ ಮುಂದಾಗಿದೆ. bbox=[1049, 1025, 1229, 1207]
continued-from-tag: ಪುಟ 2ರಿಂದ bbox=[849, 1555, 934, 1571]
date-english: WEDNESDAY 03 SEPTEMBER 2025 bbox=[1031, 137, 1233, 151]
person-figure bbox=[342, 1834, 382, 1996]
person-figure bbox=[430, 1866, 466, 1996]
lead-story-col2: ಆಸ್ಪತ್ರೆ ರಾಮನಗರ ಇಲ್ಲಿಗೆ ಹೋದಾಗ ಅವರ ಎಡಗೈ ಮೇಲೆ ಶಾರದಮ್ಮ ಎಂಬ ಹೆಸರನ್ನು ನಮೂದಿಸಿದ್ದಾರೆ, ಇದನ್ನು ಪರಿಶೀಲಿಸಿದ ವೈದ್ಯರು ಹರ್ಷಿತಾ W/o ಚನ್ನಕೇಶವ ಇವರಿಗೆ ಸ್ಕ್ಯಾನಿಂಗ್ ಮಾಡಿ ಮಗು ಹೆಣ್ಣೆಂದು ತಿಳಿಸಿರುತ್ತಾರೆ. ತದನಂತರದಲ್ಲಿ ಹರ್ಷಿತಾ W/o ಚನ್ನಕೇಶವ ಇವರ ಸಂಬಂಧಿಕರು ಲಕ್ಷ್ಮೀ ಇವರಿಗೆ ಹಣ ರೂ. 19000/- ಗಳನ್ನು ಪಡೆದು, ಹೆಣ್ಣು ಮಗು ಎಂದು ತಿಳಿಸಿರುವುದಾಗಿ ಹೇಳಿಕೆಯಲ್ಲಿ ತಿಳಿಸಿರುತ್ತಾರೆ. ಅದನ್ನು ತೀವ್ರ ಹರ್ಷಿತಾ W/o ಚನ್ನಕೇಶವ ಇವರು ಮೃಣ ಎಂಬ ಮಧ್ಯವರ್ತಿಯ ಸಹಾಯದಿಂದ ಡ್ರಾಪ್ ಪಾಯಿಂಟ್, ಬಸ್ಸುಸ್ಟ ನಗರ, ದೊಡ್ಡಬಳ್ಳಾಪುರ ಇಲ್ಲಿ ಭ್ರೂಣ ಹತ್ಯೆ ಮಾಡಿಸಿ ಕರೆದುಕೊಂಡು ಹೋಗಿರುವುದಾಗಿ ಹಾಗೂ ಗರ್ಭಪಾತ ಮಾಡಿಸಲು ಮಾತ್ರೆಯನ್ನು ನೀಡಿರುವುದಾಗಿ ತಿಳಿಸಿರುತ್ತಾರೆ. ತೀವ್ರವಾದ ರಕ್ತಸ್ರಾವದಿಂದ ಇವರನ್ನು ಹರ್ಷಿತಾ W/o ಚನ್ನಕೇಶವ ಇವರನ್ನು ಪರಿಶೀಲಿಸಿದಾಗ ಬಸವನಗುಡಿ ಸರ್ಕಾರಿ ಆಸ್ಪತ್ರೆಯ ವೈದ್ಯರು ಹೆಚ್ಚಿನ ವೈದ್ಯಕೀಯ ಚಿಕಿತ್ಸೆಗಾಗಿ ವಾಣಿವಿಲಾಸ್ ಆಸ್ಪತ್ರೆಗೆ ಕಳುಹಿಸಿರುತ್ತಾರೆ ಇದರಿಂದ ಪ್ರಕರಣ ಬೆಳಕಿಗೆ ಬಂದಿರುತ್ತದೆ. ಈ ಎಲ್ಲಾ ದಾಖಲಾತಿಗಳನ್ನು ಸಂಗ್ರಹಿಸಿದ ಜಿಲ್ಲಾ ಸಕ್ಷಮ ಪ್ರಾಧಿಕಾರ ಹಾಗೂ ಜಿಲ್ಲಾ ಸಕ್ಷಮ ಪ್ರಾಧಿಕಾರ, ರಾಮನಗರ ತಂಡವು ಮುಂದಿನ ತನಿಖೆಗಾಗಿ ದಿನಾಂಕ 25-08-2025 ರಂದು ಜಿಲ್ಲಾ ಆಸ್ಪತ್ರೆ, ರಾಮನಗರದ ಇಲ್ಲಿ ಇಲ್ಲಿಗೆ ಭೇಟಿ ನೀಡಿ ಸ್ಕ್ಯಾನಿಂಗ್ ಮೆಷಿನ್ ನನ್ನು bbox=[250, 623, 435, 933]
person-figure bbox=[600, 1866, 640, 1996]
person-figure bbox=[386, 1836, 426, 1996]
story4-headline1: ಶಾಸಕ ಕೆ.ಎಂ.ಉದಯ್‌ರವರಿಂದ ಸಿಸಿ ರಸ್ತೆ bbox=[217, 1466, 669, 1506]
section-divider bbox=[848, 625, 1228, 627]
story5-col1: ಎಂದರು. ತೆಂಗಿನ ಮರ ಕಲ್ಪವೃಕ್ಷವಾಗಿದೆ. ಯಾವುದೇ ಪೂಜೆ-ಪುನಸ್ಕಾರ, ಅಡುಗೆ-ಆಹಾರ ತಯಾರಿಕೆ ಸೇರಿದಂತೆ ಧಾರ್ಮಿಕ ಹಾಗೂ ಸಾಂಸ್ಕೃತಿಕ ಕಾರ್ಯಕ್ರಮಗಳಲ್ಲಿ ತೆಂಗು ಪ್ರಧಾನ ಸ್ಥಾನ ಪಡೆದಿದೆ ಎಂದರೆ ತಪ್ಪಾಗಲಾರದು. ತೆಂಗಿನ ಪ್ರತಿಂನೊಂದು ಅಂಗವು ಬಹುಪಯೋಗಿಯಾಗಿದೆ. ಎಳನೀರು ನೈಸರ್ಗಿಕವಾಗಿ ಆರೋಗ್ಯ ವರ್ಧನೆ ಹೆಚ್ಚಿಸಲಿದೆ. ಇತ್ತೀಚೆಗೆ ಎಳನೀರಿನಿಂದ ತಯಾರಿಸಲಾಗುವ ಕೋಲ್ಡ್ ಪ್ರೆಸ್ಟ್ ಆಯಿಲ್‌ಗೆ ಸಾಕಷ್ಟು ಬೇಡಿಕೆಯಿದೆ. ಎ.ಪಿ.ಎಂ.ಸಿಯಲ್ಲಿ ಎಳನೀರು ಮಾರುಕಟ್ಟೆ ತೆರೆಯುವ ಚಿಂತನೆ ಇದೆ. ಅಡುಗೆಯಲ್ಲಿ ತೆಂಗಿನೆಣ್ಣೆ ಬಳಕೆಯಿಂದ ದೇಹದಲ್ಲಿ ಕೊಲೆಸ್ಟ್ರಾಲ್ ಕಡಿಮೆಯಾಗಲಿದೆ ಎಂದು ತಿಳಿಸಿದರು. ರಾಜ್ಯಸರ್ಕಾರವು ತೆಂಗು ಬೆಳೆ ಅಭಿವೃದ್ಧಿ ಯೋಜನೆಗಳನ್ನು ಜಾರಿಗೊಳಿಸುತ್ತಿದೆ. ಸಹಕಾರ ಸಂಘಗಳ ಸಹಯೋಗದಲ್ಲಿ ತೆಂಗು ಬೆಳೆಗಾರರಿಗೆ ಉತ್ತಮ ಬೆಲೆ ದೊರಕಿಸಲು ಕ್ರಮ ಕೈಗೊಳ್ಳಲಾಗುತ್ತಿದೆ. bbox=[849, 1574, 1037, 1770]
continued-tail: ದೇವಾಲಯಾಣಿಕಿ bbox=[984, 1557, 1035, 1568]
story5-col2: ಕಪ್ಪುತಲೆ ಹುಳು ರೋಗದ ಕುರಿತು ಸಮೀಕ್ಷೆ ನಡೆಸಲು ಸರ್ಕಾರ ನಿರ್ದೇಶನ ನೀಡಿದೆ. ಒಟ್ಟಿನಲ್ಲಿ ತೆಂಗು ಬೆಳೆ ಅಭಿವೃದ್ಧಿಗಾಗಿ ತಜ್ಞರ ಮಾರ್ಗದರ್ಶನ ರೈತರಿಗೆ ಅವಶ್ಯವಾಗಿದೆ ಎಂದು ಜಿಲ್ಲಾಧಿಕಾರಿ ಶಿಲ್ಪಾ ನಾಗ್ ಅವರು ತಿಳಿಸಿದರು. ಚಾಮರಾಜನಗರ ತಾಲೂಕು ತೆಂಗು ಬೆಳೆಗಾರರ ಸಂಸ್ಕರಣೆ ಮತ್ತು ಮಾರಾಟ ಸಹಕಾರ ಸಂಘದ ಅಧ್ಯಕ್ಷರಾದ ಎ.ಎಂ. ಮಹೇಶ್ ಪ್ರಭು ಅವರು ಮಾತನಾಡಿ ವಿಶ್ವತೆಂಗು ದಿನಾಚರಣೆಯನ್ನು ಇಂದು ವಿಶ್ವಾದ್ಯಂತ ಆಚರಿಸಲಾಗುತ್ತಿದ್ದು, ಚಾಮರಾಜನಗರವು ಸಹ ತೆಂಗು ಬೆಳೆಯುವ ಪ್ರಮುಖ ಜಿಲ್ಲೆಯಾಗಿದೆ. ಬಹುವಾರ್ಷಿಕ ಬೆಳೆಯಾಗಿರುವ ತೆಂಗು ರೈತರಿಗೆ ತಲಾತಲಾಂತರದ ವರೆಗೆ ಆದಾಯ ತರಲಿದೆ ತೆಂಗಿನಿಂದ 130 ಬಗೆಯ ಉತ್ಪನ್ನಗಳನ್ನು ತಯಾರಿಸಬಹುದಾಗಿದೆ ಸಹಕಾರಿ ಸಂಸ್ಥೆಗಳ ಮೂಲಕ ತೆಂಗು ಮಾರಾಟಕ್ಕೆ ಸಹಕಾರ ನೀಡಲಾಗುತ್ತಿದೆ. ಕಾರ್ಯಕ್ರಮದಲ್ಲಿ ಜಿಲ್ಲಾ ಪಂಚಾಯತ್ ಮುಖ್ಯ ಕಾರ್ಯನಿರ್ವಹಣಾಧಿಕಾರಿ ಮೋನಾ ರೋತ್, ತೋಟಗಾರಿಕೆ ಇಲಾಖೆ ಉಪನಿರ್ದೇಶಕರು, ಅಧಿಕಾರಿಗಳು ಹಾಗೂ ರೈತರು ಉಪಸ್ಥಿತರಿದ್ದರು. bbox=[1048, 1557, 1230, 1796]
story5-headline2: ಅಳವಡಿಸಿಕೊಳ್ಳಿ : ಜಿಲ್ಲಾಧಿಕಾರಿ ಶಿಲ್ಪಾನಾಗ್ bbox=[877, 1506, 1199, 1534]
story3-col3: ಈ ಸಂದರ್ಭದಲ್ಲಿ ಮಾತನಾಡಿದ ಎನ್.ಮುನಿಯಪ್ಪ ರವರು ನನ್ನ ಮೇಲೆ ನಂಬಿಕೆ ಇಟ್ಟು ದೊಡ್ಡ ಕಾರ್ಯವನ್ನು ವಹಿಸಿರುವ ಎಲ್ಲರಿಗೂ ನಾನು ಆಭಾರಿಯಾಗಿದ್ದೇನೆ. ಸಂಘದ ಸರ್ವತೋಮುಖ ಅಭಿವೃದ್ಧಿಗೆ ಶ್ರಮಿಸುತ್ತೇನೆ, ಎಲ್ಲರಿಗೂ ಸಮಾನ ನ್ಯಾಯ ಎಂಬ ತತ್ವದಡಿ ಕಾರ್ಯ ನಿರ್ವಹಿಸುತ್ತೇನೆ ಎಂದರು. ಈ ಸಂದರ್ಭದಲ್ಲಿ ಸಂಘದ ಎಲ್ಲಾ ಪದಾಧಿಕಾರಿಗಳು ಇದ್ದರು. bbox=[452, 1245, 642, 1328]
baby-shape bbox=[320, 430, 490, 540]
